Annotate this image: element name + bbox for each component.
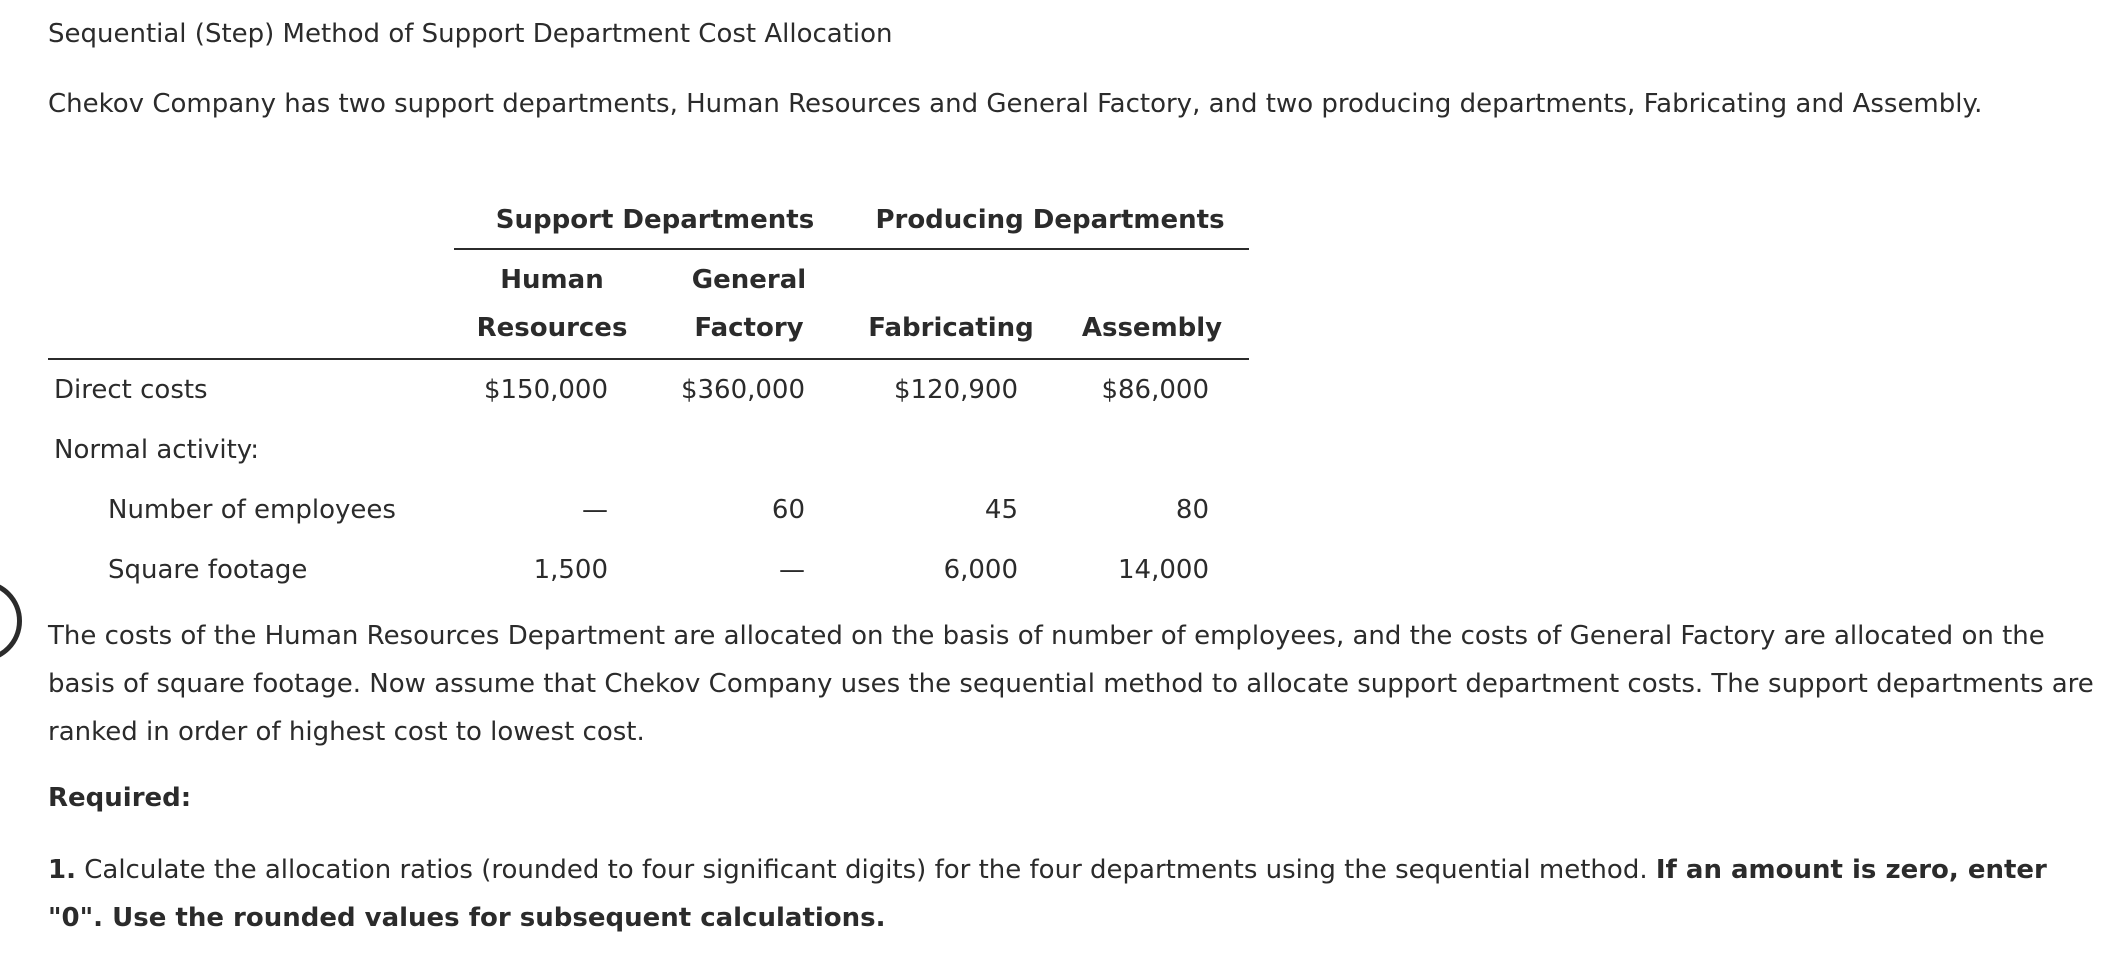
header-producing-departments: Producing Departments	[875, 205, 1225, 235]
col-header-assembly: Assembly	[1081, 313, 1223, 343]
row-label-number-of-employees: Number of employees	[108, 495, 396, 525]
col-header-fabricating: Fabricating	[868, 313, 1034, 343]
row-label-normal-activity: Normal activity:	[54, 435, 260, 465]
cell-sqft-hr: 1,500	[533, 555, 608, 585]
cell-sqft-fab: 6,000	[943, 555, 1018, 585]
page-title: Sequential (Step) Method of Support Department Cost Allocation	[48, 19, 893, 49]
required-item-text: Calculate the allocation ratios (rounded to four significant digits) for the four departments using the sequential method.	[75, 855, 1656, 885]
cell-sqft-asm: 14,000	[1118, 555, 1209, 585]
cell-direct-costs-asm: $86,000	[1101, 375, 1209, 405]
required-heading: Required:	[48, 783, 192, 813]
col-header-gf-line2: Factory	[694, 313, 804, 343]
intro-text: Chekov Company has two support departments, Human Resources and General Factory, and two producing departments, Fabricating and Assembly.	[48, 89, 1983, 119]
required-item-1	[48, 846, 2108, 942]
cell-sqft-gf: —	[779, 555, 805, 585]
required-item-instruction: If an amount is zero, enter "0". Use the rounded values for subsequent calculations.	[48, 855, 2047, 933]
col-header-hr-line1: Human	[500, 265, 604, 295]
row-label-square-footage: Square footage	[108, 555, 308, 585]
cost-table	[48, 192, 1249, 588]
column-header-rule	[48, 358, 1249, 360]
allocation-paragraph: The costs of the Human Resources Department are allocated on the basis of number of employees, and the costs of General Factory are allocated on the basis of square footage. Now assume that Chekov Company uses the sequential method to allocate support department costs. The support departments are ranked in order of highest cost to lowest cost.	[48, 621, 2094, 747]
header-support-departments: Support Departments	[495, 205, 815, 235]
row-label-direct-costs: Direct costs	[54, 375, 208, 405]
cell-employees-hr: —	[582, 495, 608, 525]
required-item-number: 1.	[48, 855, 76, 885]
cell-employees-fab: 45	[984, 495, 1018, 525]
col-header-gf-line1: General	[691, 265, 807, 295]
col-header-hr-line2: Resources	[476, 313, 628, 343]
cell-employees-gf: 60	[771, 495, 805, 525]
radio-button[interactable]	[0, 580, 22, 662]
cell-direct-costs-fab: $120,900	[893, 375, 1018, 405]
cell-direct-costs-hr: $150,000	[483, 375, 608, 405]
cell-employees-asm: 80	[1175, 495, 1209, 525]
header-rule	[454, 248, 1249, 250]
cell-direct-costs-gf: $360,000	[680, 375, 805, 405]
